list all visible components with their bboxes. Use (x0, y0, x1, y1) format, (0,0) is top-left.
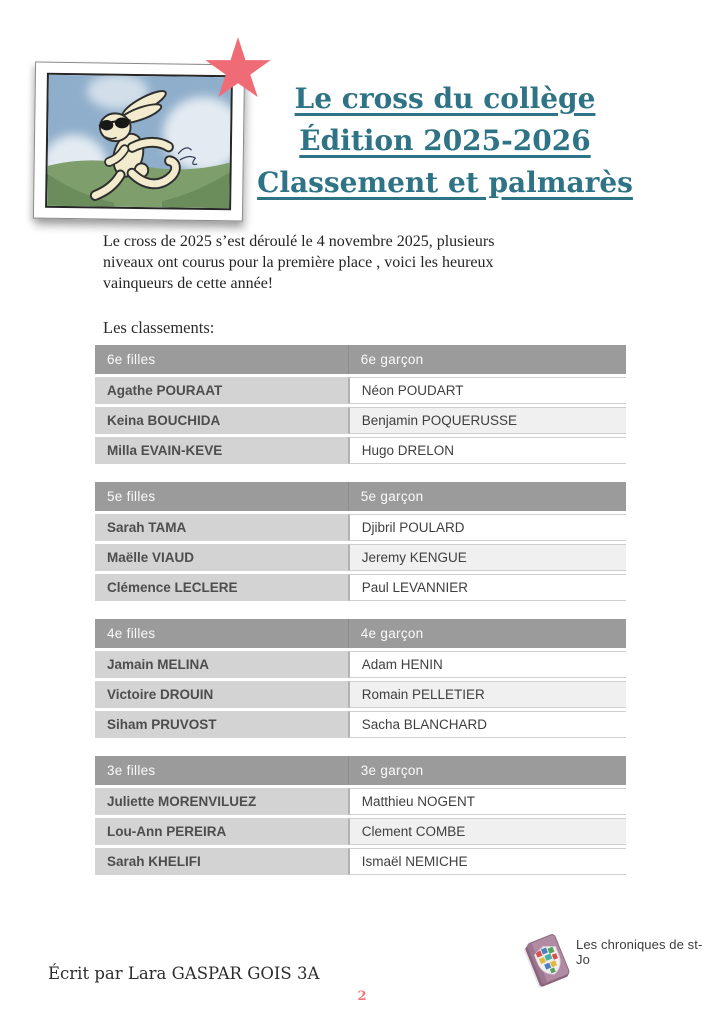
table-row (95, 788, 626, 815)
table-header-row (95, 482, 626, 511)
winner-fille: Juliette MORENVILUEZ (95, 788, 348, 815)
photo-inner (45, 73, 233, 211)
table-row (95, 544, 626, 571)
winner-garcon: Paul LEVANNIER (348, 574, 626, 601)
photo-frame (33, 62, 245, 222)
table-header-row (95, 619, 626, 648)
title-line-1-text: Le cross du collège (294, 82, 596, 115)
table-row (95, 437, 626, 464)
table-row (95, 407, 626, 434)
column-header-5e-garcon: 5e garçon (348, 482, 626, 511)
column-header-4e-garcon: 4e garçon (348, 619, 626, 648)
winner-garcon: Matthieu NOGENT (348, 788, 626, 815)
table-row (95, 818, 626, 845)
title-line-2-text: Édition 2025-2026 (299, 124, 591, 157)
column-header-3e-filles: 3e filles (95, 756, 348, 785)
table-row (95, 514, 626, 541)
table-6e (95, 342, 626, 467)
running-rabbit-illustration (47, 75, 231, 209)
table-4e (95, 616, 626, 741)
winner-garcon: Néon POUDART (348, 377, 626, 404)
table-3e (95, 753, 626, 878)
column-header-5e-filles: 5e filles (95, 482, 348, 511)
column-header-4e-filles: 4e filles (95, 619, 348, 648)
table-header-row (95, 345, 626, 374)
page-number: 2 (357, 989, 367, 1004)
winner-fille: Victoire DROUIN (95, 681, 348, 708)
page-title (252, 78, 638, 204)
table-row (95, 651, 626, 678)
winner-garcon: Adam HENIN (348, 651, 626, 678)
table-row (95, 681, 626, 708)
title-line-3-text: Classement et palmarès (257, 166, 633, 199)
table-header-row (95, 756, 626, 785)
winner-garcon: Djibril POULARD (348, 514, 626, 541)
title-line-3 (252, 162, 638, 204)
book-logo-icon (519, 928, 573, 996)
classements-label: Les classements: (103, 318, 215, 337)
column-header-6e-filles: 6e filles (95, 345, 348, 374)
winner-garcon: Romain PELLETIER (348, 681, 626, 708)
winner-garcon: Clement COMBE (348, 818, 626, 845)
winner-fille: Agathe POURAAT (95, 377, 348, 404)
logo-text: Les chroniques de st-Jo (576, 937, 703, 967)
winner-garcon: Hugo DRELON (348, 437, 626, 464)
title-line-1 (252, 78, 638, 120)
winner-fille: Sarah TAMA (95, 514, 348, 541)
column-header-6e-garcon: 6e garçon (348, 345, 626, 374)
table-row (95, 377, 626, 404)
table-row (95, 711, 626, 738)
winner-fille: Keina BOUCHIDA (95, 407, 348, 434)
winner-fille: Clémence LECLERE (95, 574, 348, 601)
winner-fille: Jamain MELINA (95, 651, 348, 678)
winner-fille: Milla EVAIN-KEVE (95, 437, 348, 464)
result-tables (95, 342, 626, 890)
winner-fille: Maëlle VIAUD (95, 544, 348, 571)
column-header-3e-garcon: 3e garçon (348, 756, 626, 785)
winner-fille: Lou-Ann PEREIRA (95, 818, 348, 845)
title-line-2 (252, 120, 638, 162)
table-5e (95, 479, 626, 604)
winner-fille: Siham PRUVOST (95, 711, 348, 738)
intro-paragraph: Le cross de 2025 s’est déroulé le 4 novembre 2025, plusieurs niveaux ont courus pour la première place , voici les heureux vainqueurs de cette année! (103, 233, 495, 292)
winner-garcon: Sacha BLANCHARD (348, 711, 626, 738)
winner-garcon: Ismaël NEMICHE (348, 848, 626, 875)
winner-garcon: Jeremy KENGUE (348, 544, 626, 571)
table-row (95, 848, 626, 875)
author-byline: Écrit par Lara GASPAR GOIS 3A (48, 964, 320, 983)
table-row (95, 574, 626, 601)
winner-garcon: Benjamin POQUERUSSE (348, 407, 626, 434)
winner-fille: Sarah KHELIFI (95, 848, 348, 875)
